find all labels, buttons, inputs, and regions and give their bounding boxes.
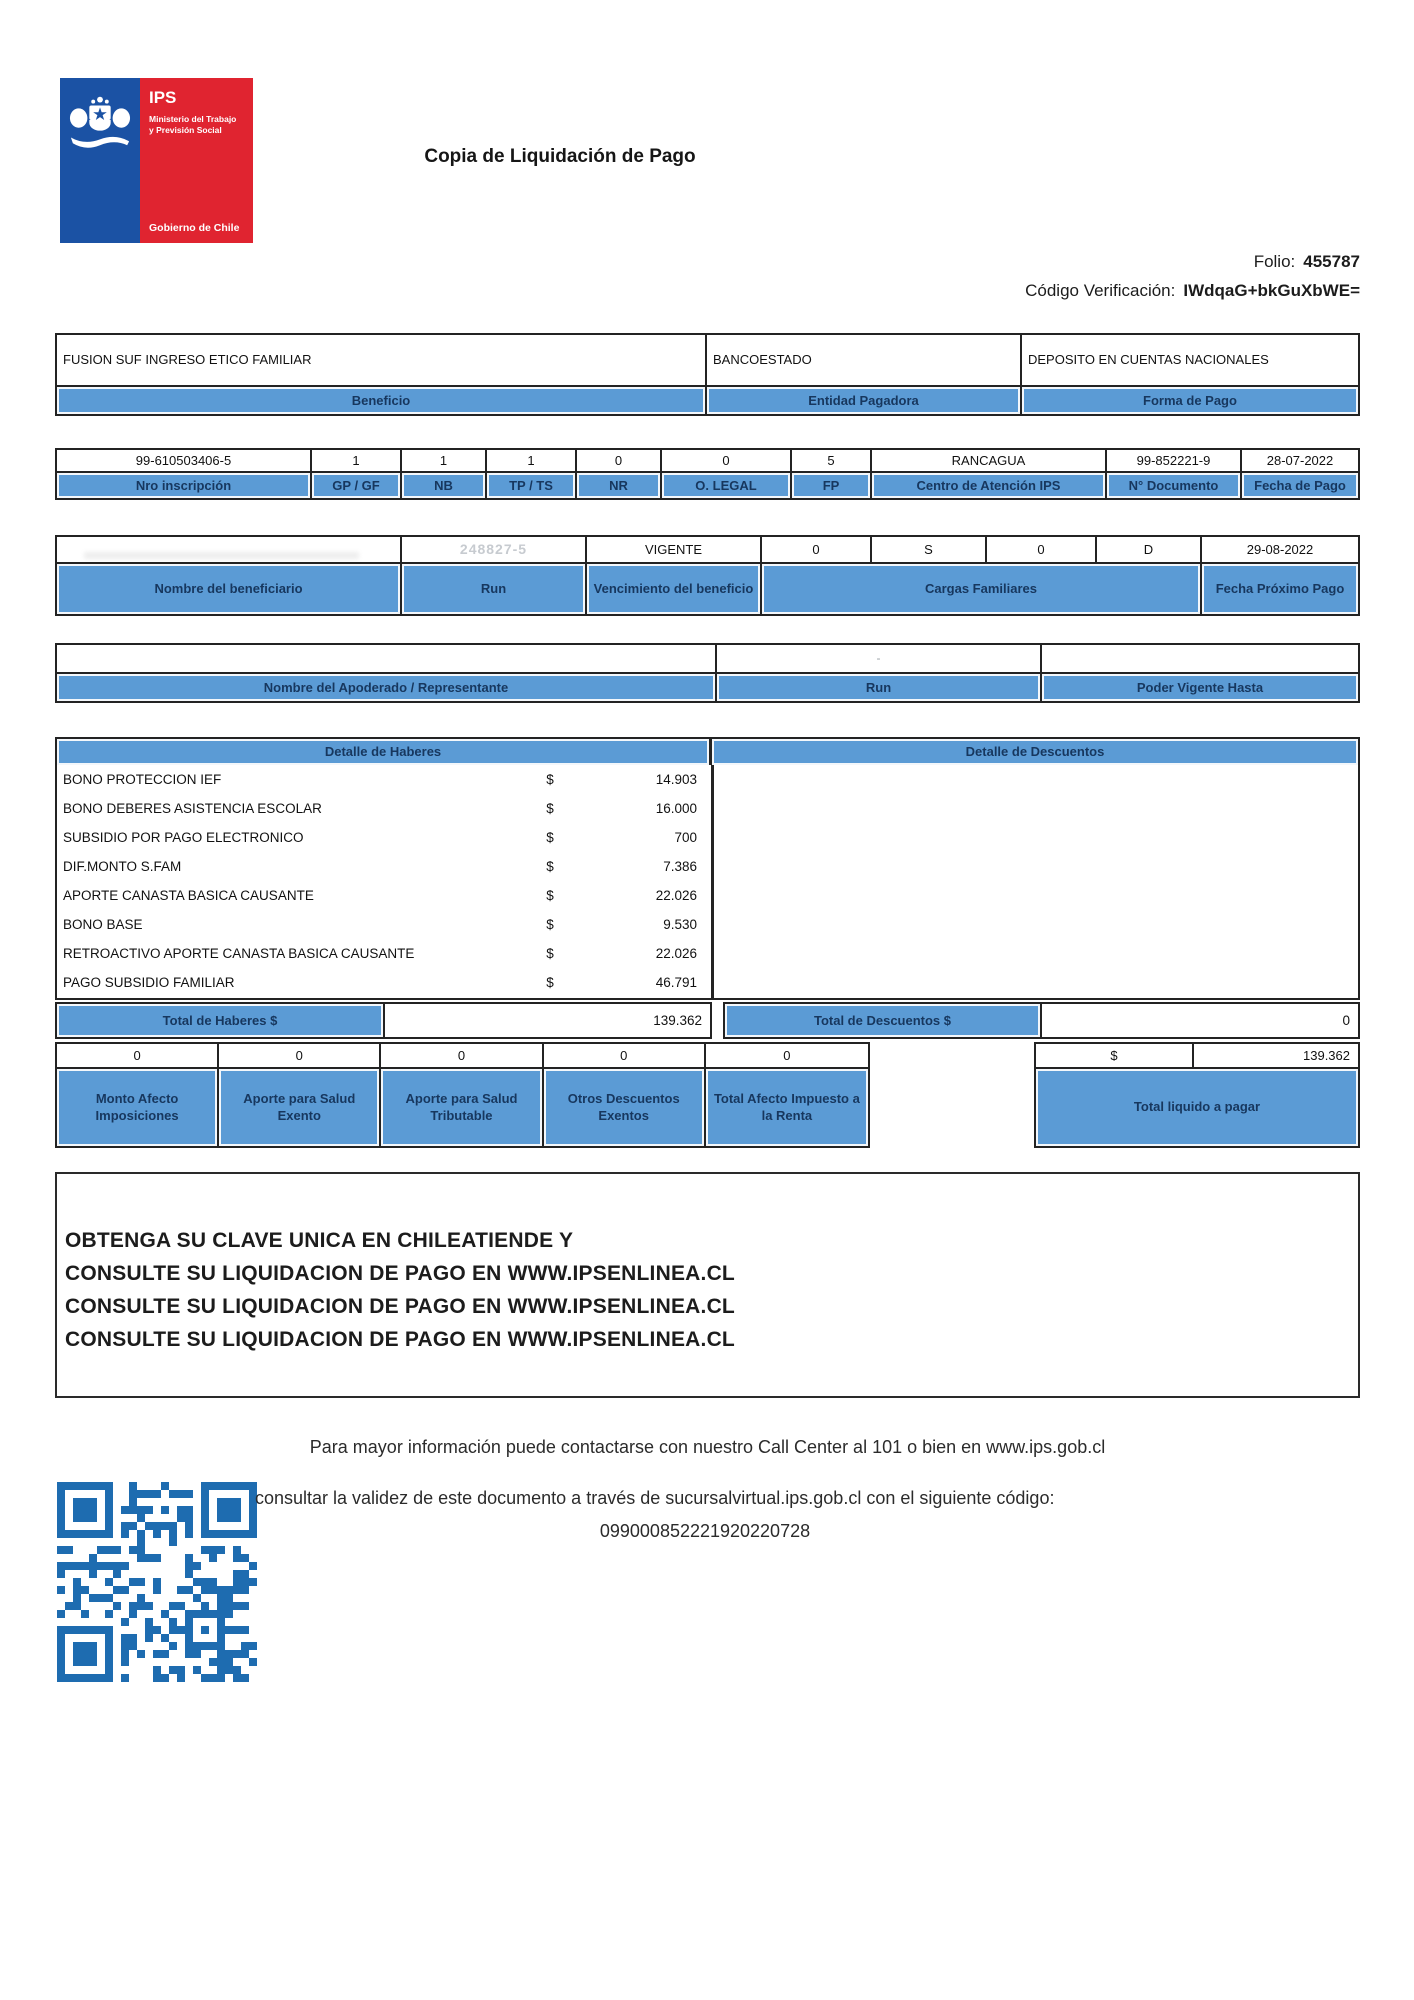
haberes-row <box>57 881 711 910</box>
paying-entity-value: BANCOESTADO <box>707 335 1022 387</box>
details-table <box>55 737 1360 1000</box>
verification-row <box>1025 281 1360 301</box>
haberes-amount: 9.530 <box>663 917 697 932</box>
nr-value: 0 <box>577 450 662 473</box>
paying-entity-header: Entidad Pagadora <box>707 387 1022 414</box>
redacted-name-smudge <box>84 552 358 559</box>
tp-ts-header: TP / TS <box>487 473 577 498</box>
logo-government-text: Gobierno de Chile <box>149 222 240 234</box>
haberes-amount: 22.026 <box>655 946 697 961</box>
total-descuentos-value: 0 <box>1342 1013 1350 1028</box>
inscription-table <box>55 448 1360 500</box>
benefit-status-value: VIGENTE <box>587 537 762 564</box>
nb-header: NB <box>402 473 487 498</box>
logo-ministry-line2: y Previsión Social <box>149 125 222 136</box>
cargas-value-2: S <box>872 537 987 564</box>
haberes-amount: 16.000 <box>655 801 697 816</box>
summary-label: Aporte para Salud Tributable <box>381 1069 543 1146</box>
verification-value: IWdqaG+bkGuXbWE= <box>1183 281 1360 300</box>
fp-value: 5 <box>792 450 872 473</box>
haberes-currency: $ <box>546 859 554 874</box>
notice-line: CONSULTE SU LIQUIDACION DE PAGO EN WWW.IPSENLINEA.CL <box>65 1262 735 1285</box>
total-descuentos-label: Total de Descuentos $ <box>725 1004 1042 1037</box>
document-number-header: N° Documento <box>1107 473 1242 498</box>
haberes-row <box>57 765 711 794</box>
next-payment-date-header: Fecha Próximo Pago <box>1202 564 1358 614</box>
haberes-currency: $ <box>546 830 554 845</box>
notice-box <box>55 1172 1360 1398</box>
haberes-amount: 22.026 <box>655 888 697 903</box>
haberes-row <box>57 939 711 968</box>
haberes-currency: $ <box>546 917 554 932</box>
inscription-number-header: Nro inscripción <box>57 473 312 498</box>
beneficiary-name-value <box>57 537 402 564</box>
representative-run-header: Run <box>717 674 1042 701</box>
representative-run-value: - <box>717 645 1042 674</box>
cargas-value-1: 0 <box>762 537 872 564</box>
folio-value: 455787 <box>1303 252 1360 271</box>
total-descuentos-box <box>723 1002 1360 1039</box>
verification-label: Código Verificación: <box>1025 281 1176 300</box>
haberes-amount: 700 <box>674 830 697 845</box>
beneficiary-run-header: Run <box>402 564 587 614</box>
total-net-value: 139.362 <box>1194 1044 1358 1069</box>
cargas-value-3: 0 <box>987 537 1097 564</box>
beneficiary-table <box>55 535 1360 616</box>
haberes-title: Detalle de Haberes <box>57 739 712 765</box>
descuentos-title: Detalle de Descuentos <box>712 739 1358 765</box>
o-legal-header: O. LEGAL <box>662 473 792 498</box>
summary-total-table <box>1034 1042 1360 1148</box>
footer-verification-code: 099000852221920220728 <box>599 1521 811 1541</box>
total-net-label: Total liquido a pagar <box>1036 1069 1358 1146</box>
inscription-number: 99-610503406-5 <box>57 450 312 473</box>
summary-label: Aporte para Salud Exento <box>219 1069 381 1146</box>
notice-line: CONSULTE SU LIQUIDACION DE PAGO EN WWW.IPSENLINEA.CL <box>65 1295 735 1318</box>
o-legal-value: 0 <box>662 450 792 473</box>
power-valid-until-value <box>1042 645 1358 674</box>
notice-line: OBTENGA SU CLAVE UNICA EN CHILEATIENDE Y <box>65 1229 574 1252</box>
haberes-row <box>57 910 711 939</box>
summary-left-table <box>55 1042 870 1148</box>
document-number-value: 99-852221-9 <box>1107 450 1242 473</box>
logo-red-panel <box>140 78 253 243</box>
gp-gf-value: 1 <box>312 450 402 473</box>
representative-table <box>55 643 1360 703</box>
haberes-row <box>57 794 711 823</box>
folio-row <box>1025 252 1360 272</box>
nb-value: 1 <box>402 450 487 473</box>
haberes-currency: $ <box>546 888 554 903</box>
haberes-item-label: BONO DEBERES ASISTENCIA ESCOLAR <box>63 801 322 816</box>
payment-method-value: DEPOSITO EN CUENTAS NACIONALES <box>1022 335 1358 387</box>
summary-value: 0 <box>219 1044 381 1069</box>
cargas-value-4: D <box>1097 537 1202 564</box>
nr-header: NR <box>577 473 662 498</box>
gp-gf-header: GP / GF <box>312 473 402 498</box>
summary-value: 0 <box>706 1044 868 1069</box>
haberes-item-label: DIF.MONTO S.FAM <box>63 859 182 874</box>
haberes-currency: $ <box>546 975 554 990</box>
benefit-header: Beneficio <box>57 387 707 414</box>
page-title: Copia de Liquidación de Pago <box>424 146 696 167</box>
logo-agency-text: IPS <box>149 88 177 107</box>
benefit-table <box>55 333 1360 416</box>
tp-ts-value: 1 <box>487 450 577 473</box>
gobierno-de-chile-logo <box>60 78 253 243</box>
haberes-item-label: PAGO SUBSIDIO FAMILIAR <box>63 975 235 990</box>
logo-ministry-line1: Ministerio del Trabajo <box>149 114 237 124</box>
beneficiary-run-value: 248827-5 <box>402 537 587 564</box>
summary-value: 0 <box>544 1044 706 1069</box>
power-valid-until-header: Poder Vigente Hasta <box>1042 674 1358 701</box>
haberes-item-label: RETROACTIVO APORTE CANASTA BASICA CAUSANTE <box>63 946 415 961</box>
attention-center-header: Centro de Atención IPS <box>872 473 1107 498</box>
haberes-item-label: APORTE CANASTA BASICA CAUSANTE <box>63 888 314 903</box>
summary-label: Total Afecto Impuesto a la Renta <box>706 1069 868 1146</box>
beneficiary-name-header: Nombre del beneficiario <box>57 564 402 614</box>
family-charges-header: Cargas Familiares <box>762 564 1202 614</box>
fp-header: FP <box>792 473 872 498</box>
benefit-value: FUSION SUF INGRESO ETICO FAMILIAR <box>57 335 707 387</box>
summary-label: Monto Afecto Imposiciones <box>57 1069 219 1146</box>
haberes-item-label: SUBSIDIO POR PAGO ELECTRONICO <box>63 830 304 845</box>
representative-name-value <box>57 645 717 674</box>
haberes-row <box>57 852 711 881</box>
payment-date-value: 28-07-2022 <box>1242 450 1358 473</box>
total-haberes-value: 139.362 <box>653 1013 702 1028</box>
payment-date-header: Fecha de Pago <box>1242 473 1358 498</box>
folio-label: Folio: <box>1253 252 1296 271</box>
haberes-row <box>57 968 711 997</box>
notice-line: CONSULTE SU LIQUIDACION DE PAGO EN WWW.IPSENLINEA.CL <box>65 1328 735 1351</box>
summary-value: 0 <box>381 1044 543 1069</box>
haberes-item-label: BONO PROTECCION IEF <box>63 772 222 787</box>
haberes-amount: 14.903 <box>655 772 697 787</box>
attention-center-value: RANCAGUA <box>872 450 1107 473</box>
haberes-amount: 46.791 <box>655 975 697 990</box>
haberes-amount: 7.386 <box>663 859 697 874</box>
haberes-currency: $ <box>546 801 554 816</box>
haberes-currency: $ <box>546 946 554 961</box>
qr-code <box>57 1482 257 1682</box>
total-haberes-label: Total de Haberes $ <box>57 1004 385 1037</box>
haberes-row <box>57 823 711 852</box>
footer-contact-text: Para mayor información puede contactarse con nuestro Call Center al 101 o bien en www.ips.gob.cl <box>309 1437 1106 1457</box>
summary-label: Otros Descuentos Exentos <box>544 1069 706 1146</box>
total-haberes-box <box>55 1002 712 1039</box>
payment-method-header: Forma de Pago <box>1022 387 1358 414</box>
descuentos-list-empty <box>714 765 1358 998</box>
total-currency: $ <box>1036 1044 1194 1069</box>
coat-of-arms-icon <box>68 92 132 148</box>
haberes-list <box>57 765 714 998</box>
footer-validation-text: consultar la validez de este documento a través de sucursalvirtual.ips.gob.cl con el siguiente código: <box>255 1488 1055 1508</box>
logo-blue-panel <box>60 78 140 243</box>
next-payment-date-value: 29-08-2022 <box>1202 537 1358 564</box>
benefit-expiry-header: Vencimiento del beneficio <box>587 564 762 614</box>
haberes-currency: $ <box>546 772 554 787</box>
representative-name-header: Nombre del Apoderado / Representante <box>57 674 717 701</box>
document-meta <box>1025 252 1360 310</box>
summary-value: 0 <box>57 1044 219 1069</box>
haberes-item-label: BONO BASE <box>63 917 143 932</box>
